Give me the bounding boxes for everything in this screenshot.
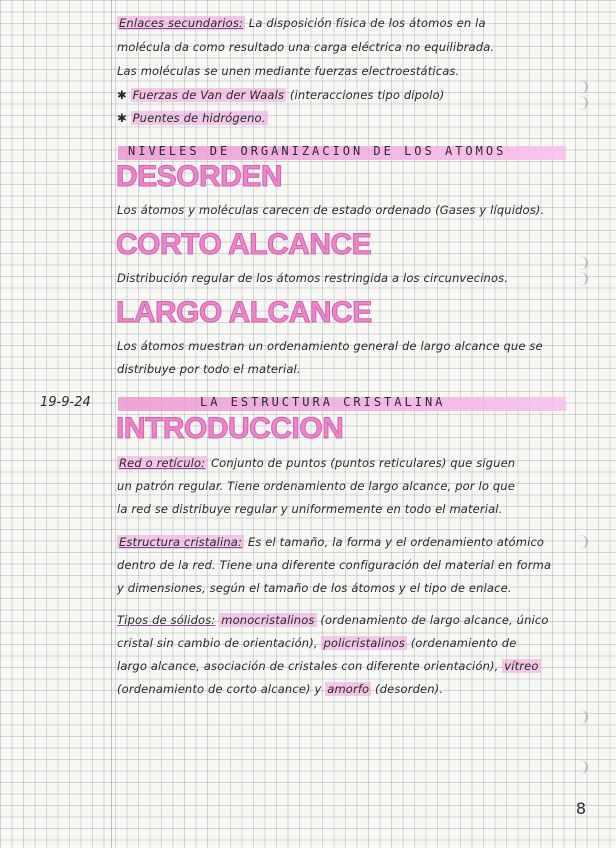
tipos-line-2: cristal sin cambio de orientación), policristalinos (ordenamiento de <box>117 636 517 650</box>
estructura-line-1: Estructura cristalina: Es el tamaño, la forma y el ordenamiento atómico <box>119 535 545 549</box>
enlaces-bullet-1: ✱ Fuerzas de Van der Waals (interacciones tipo dipolo) <box>117 88 445 102</box>
enlaces-bullet-2: ✱ Puentes de hidrógeno. <box>117 111 266 125</box>
red-line-1: Red o retículo: Conjunto de puntos (puntos reticulares) que siguen <box>119 456 516 470</box>
tipos-line-1: Tipos de sólidos: monocristalinos (ordenamiento de largo alcance, único <box>117 613 549 627</box>
largo-line-1: Los átomos muestran un ordenamiento general de largo alcance que se <box>117 339 543 353</box>
desorden-title: DESORDEN <box>116 160 283 193</box>
estructura-heading: LA ESTRUCTURA CRISTALINA <box>200 395 446 409</box>
binder-hole-icon <box>572 760 588 774</box>
estructura-line-2: dentro de la red. Tiene una diferente configuración del material en forma <box>117 558 552 572</box>
estructura-line-3: y dimensiones, según el tamaño de los átomos y el tipo de enlace. <box>117 581 512 595</box>
tipos-line-4: (ordenamiento de corto alcance) y amorfo (desorden). <box>117 682 444 696</box>
binder-hole-icon <box>572 256 588 270</box>
binder-hole-icon <box>572 710 588 724</box>
enlaces-line-3: Las moléculas se unen mediante fuerzas electroestáticas. <box>117 64 460 78</box>
largo-alcance-title: LARGO ALCANCE <box>116 296 372 329</box>
binder-hole-icon <box>572 96 588 110</box>
introduccion-title: INTRODUCCION <box>116 412 344 445</box>
asterisk-icon: ✱ <box>117 88 131 102</box>
desorden-line-1: Los átomos y moléculas carecen de estado ordenado (Gases y líquidos). <box>117 203 545 217</box>
largo-line-2: distribuye por todo el material. <box>117 362 301 376</box>
enlaces-term: Enlaces secundarios: <box>119 16 243 30</box>
enlaces-line-1: Enlaces secundarios: La disposición física de los átomos en la <box>119 16 486 30</box>
page-number: 8 <box>575 799 586 818</box>
binder-hole-icon <box>572 80 588 94</box>
niveles-heading: NIVELES DE ORGANIZACION DE LOS ATOMOS <box>128 144 507 158</box>
red-term: Red o retículo: <box>119 456 206 470</box>
red-line-3: la red se distribuye regular y uniformemente en todo el material. <box>117 502 503 516</box>
entry-date: 19-9-24 <box>40 395 91 410</box>
enlaces-line-2: molécula da como resultado una carga eléctrica no equilibrada. <box>117 40 495 54</box>
tipos-term: Tipos de sólidos: <box>117 613 216 627</box>
red-line-2: un patrón regular. Tiene ordenamiento de largo alcance, por lo que <box>117 479 515 493</box>
binder-hole-icon <box>572 535 588 549</box>
binder-hole-icon <box>572 272 588 286</box>
estructura-term: Estructura cristalina: <box>119 535 243 549</box>
corto-alcance-title: CORTO ALCANCE <box>116 228 372 261</box>
asterisk-icon: ✱ <box>117 111 131 125</box>
corto-line-1: Distribución regular de los átomos restringida a los circunvecinos. <box>117 271 509 285</box>
margin-line <box>111 0 112 848</box>
tipos-line-3: largo alcance, asociación de cristales con diferente orientación), vítreo <box>117 659 539 673</box>
